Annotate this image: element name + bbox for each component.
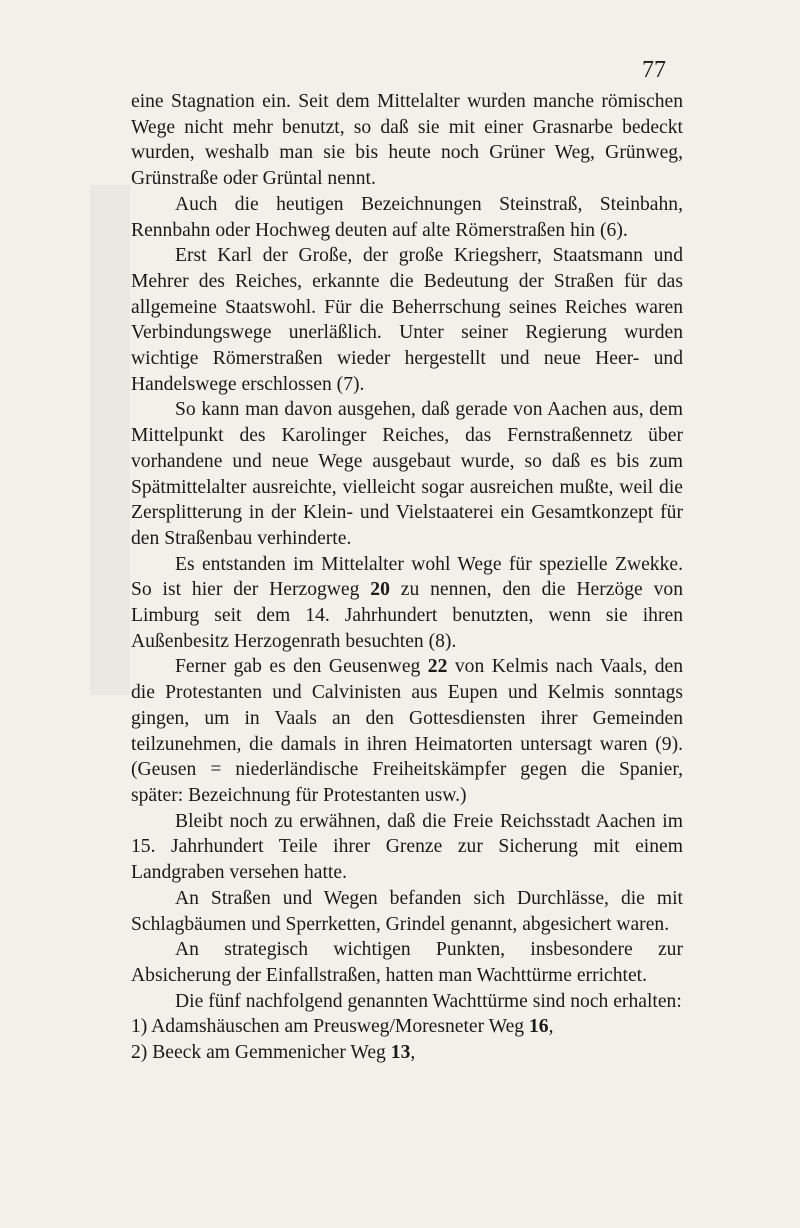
paragraph <box>131 89 683 192</box>
paragraph <box>131 886 683 937</box>
text-run: An Straßen und Wegen befanden sich Durchlässe, die mit Schlagbäumen und Sperrketten, Grindel genannt, abgesichert waren. <box>131 887 683 935</box>
paragraph <box>131 552 683 655</box>
route-number: 20 <box>370 579 390 601</box>
text-run: So kann man davon ausgehen, daß gerade von Aachen aus, dem Mittelpunkt des Karolinger Reiches, das Fernstraßennetz über vorhandene und neue Wege ausgebaut wurde, so daß es bis zum Spätmittelalter ausreichte, vielleicht sogar ausreichen mußte, weil die Zersplitterung in der Klein- und Vielstaaterei ein Gesamtkonzept für den Straßenbau verhinderte. <box>131 399 683 549</box>
text-run: Es entstanden im Mittelalter wohl Wege für spezielle Zwekke. So ist hier der Herzogweg <box>131 553 683 601</box>
paragraph <box>131 654 683 808</box>
page-shadow <box>90 185 130 695</box>
list-item <box>131 1014 683 1040</box>
text-run: Erst Karl der Große, der große Kriegsherr, Staatsmann und Mehrer des Reiches, erkannte die Bedeutung der Straßen für das allgemeine Staatswohl. Für die Beherrschung seines Reiches waren Verbindungswege unerläßlich. Unter seiner Regierung wurden wichtige Römerstraßen wieder hergestellt und neue Heer- und Handelswege erschlossen (7). <box>131 245 683 395</box>
paragraph <box>131 937 683 988</box>
body-text <box>131 89 683 1066</box>
route-number: 22 <box>427 656 448 678</box>
text-run: 2) Beeck am Gemmenicher Weg <box>131 1042 391 1064</box>
route-number: 13 <box>390 1042 411 1064</box>
text-run: An strategisch wichtigen Punkten, insbesondere zur Absicherung der Einfallstraßen, hatten man Wachttürme errichtet. <box>131 939 683 986</box>
text-run: eine Stagnation ein. Seit dem Mittelalter wurden manche römischen Wege nicht mehr benutzt, so daß sie mit einer Grasnarbe bedeckt wurden, weshalb man sie bis heute noch Grüner Weg, Grünweg, Grünstraße oder Grüntal nennt. <box>131 91 683 190</box>
text-run: Bleibt noch zu erwähnen, daß die Freie Reichsstadt Aachen im 15. Jahrhundert Teile ihrer Grenze zur Sicherung mit einem Landgraben versehen hatte. <box>131 810 683 884</box>
page-number: 77 <box>642 57 666 83</box>
paragraph <box>131 192 683 243</box>
route-number: 16 <box>529 1016 549 1038</box>
text-run: von Kelmis nach Vaals, den die Protestanten und Calvinisten aus Eupen und Kelmis sonntags gingen, um in Vaals an den Gottesdiensten ihrer Gemeinden teilzunehmen, die damals in ihren Heimatorten untersagt waren (9). (Geusen = niederländische Freiheitskämpfer gegen die Spanier, später: Bezeichnung für Protestanten usw.) <box>131 656 683 806</box>
paragraph <box>131 989 683 1015</box>
text-run: 1) Adamshäuschen am Preusweg/Moresneter Weg <box>131 1016 529 1038</box>
paragraph <box>131 397 683 551</box>
text-run: Die fünf nachfolgend genannten Wachttürme sind noch erhalten: <box>175 990 682 1012</box>
text-run: , <box>410 1042 416 1064</box>
text-run: Auch die heutigen Bezeichnungen Steinstraß, Steinbahn, Rennbahn oder Hochweg deuten auf alte Römerstraßen hin (6). <box>131 193 683 241</box>
paragraph <box>131 809 683 886</box>
text-run: Ferner gab es den Geusenweg <box>175 656 428 678</box>
paragraph <box>131 243 683 397</box>
list-item <box>131 1040 683 1066</box>
text-run: zu nennen, den die Herzöge von Limburg seit dem 14. Jahrhundert benutzten, wenn sie ihren Außenbesitz Herzogenrath besuchten (8). <box>131 579 683 652</box>
text-run: , <box>548 1016 554 1038</box>
